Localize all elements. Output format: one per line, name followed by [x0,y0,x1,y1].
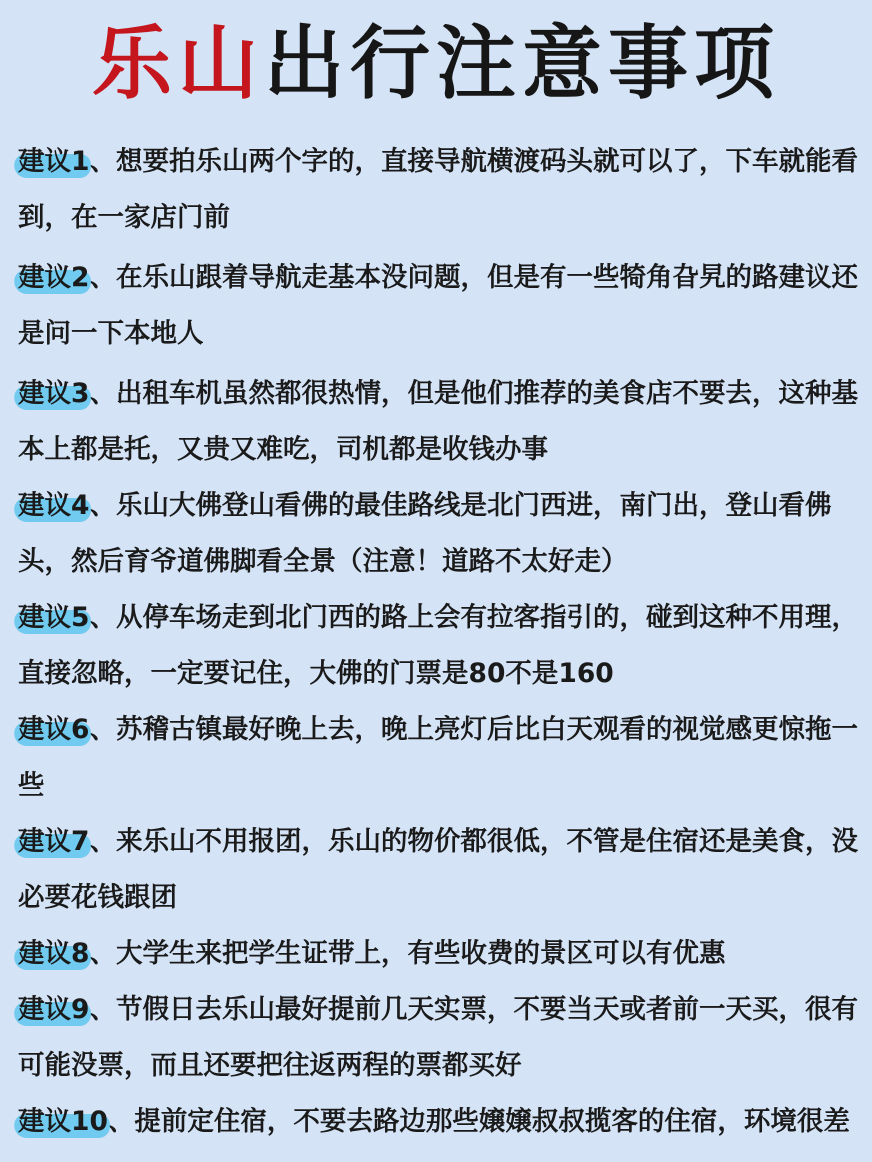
tip-label: 建议8 [18,926,89,982]
tip-text: 在乐山跟着导航走基本没问题，但是有一些犄角旮旯的路建议还是问一下本地人 [18,262,858,349]
tip-item-7 [18,814,864,926]
tip-text: 来乐山不用报团，乐山的物价都很低，不管是住宿还是美食，没必要花钱跟团 [18,826,858,913]
tip-item-6 [18,702,864,814]
tip-label: 建议1 [18,134,89,190]
tip-item-2 [18,250,864,362]
page-title [0,14,872,114]
tip-text: 出租车机虽然都很热情，但是他们推荐的美食店不要去，这种基本上都是托，又贵又难吃，司机都是收钱办事 [18,378,858,465]
title-red-part: 乐山 [92,17,264,110]
tip-text: 想要拍乐山两个字的，直接导航横渡码头就可以了，下车就能看到，在一家店门前 [18,146,858,233]
tip-separator: 、 [89,994,116,1025]
tip-separator: 、 [89,262,116,293]
tip-item-9 [18,982,864,1094]
tip-text: 大学生来把学生证带上，有些收费的景区可以有优惠 [115,938,726,969]
tip-text: 乐山大佛登山看佛的最佳路线是北门西进，南门出，登山看佛头，然后育爷道佛脚看全景（注意！道路不太好走） [18,490,832,577]
tip-item-8 [18,926,864,982]
tip-separator: 、 [107,1106,135,1137]
tip-label: 建议2 [18,250,89,306]
tip-label: 建议4 [18,478,89,534]
tip-item-5 [18,590,864,702]
tip-item-4 [18,478,864,590]
tip-text: 从停车场走到北门西的路上会有拉客指引的，碰到这种不用理，直接忽略，一定要记住，大佛的门票是80不是160 [18,602,858,689]
title-black-part: 出行注意事项 [264,17,780,110]
tip-item-10 [18,1094,864,1150]
tip-item-1 [18,134,864,246]
tip-separator: 、 [89,490,116,521]
tip-separator: 、 [89,602,116,633]
tip-label: 建议3 [18,366,89,422]
tip-text: 节假日去乐山最好提前几天实票，不要当天或者前一天买，很有可能没票，而且还要把往返两程的票都买好 [18,994,858,1081]
tip-label: 建议10 [18,1094,108,1150]
tip-separator: 、 [89,826,116,857]
tip-separator: 、 [89,146,116,177]
tip-label: 建议5 [18,590,89,646]
tip-label: 建议9 [18,982,89,1038]
tip-separator: 、 [89,938,116,969]
tips-list [18,134,864,1150]
tip-label: 建议7 [18,814,89,870]
tip-item-3 [18,366,864,478]
tip-text: 苏稽古镇最好晚上去，晚上亮灯后比白天观看的视觉感更惊拖一些 [18,714,858,801]
tip-separator: 、 [89,714,116,745]
tip-text: 提前定住宿，不要去路边那些嬢嬢叔叔揽客的住宿，环境很差 [134,1106,850,1137]
tip-label: 建议6 [18,702,89,758]
tip-separator: 、 [89,378,116,409]
